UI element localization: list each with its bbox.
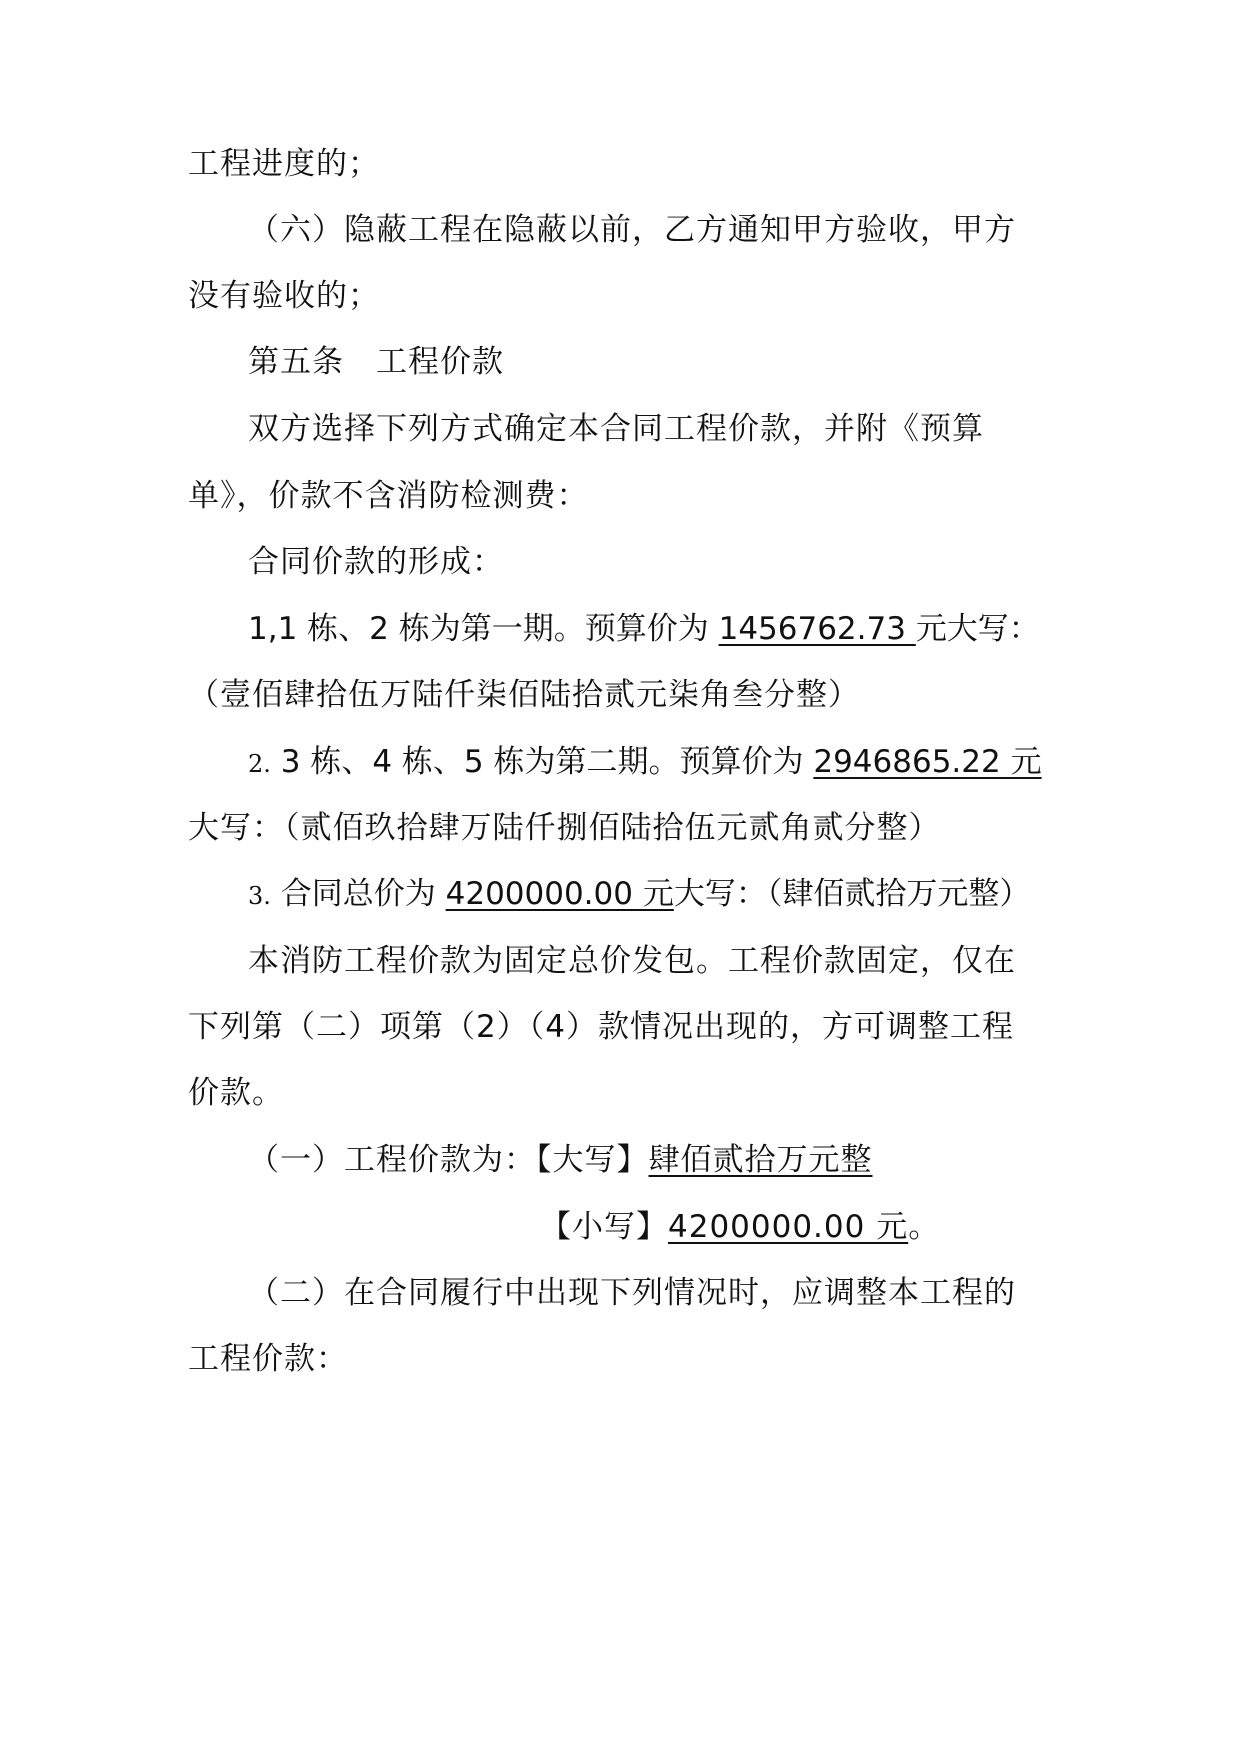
text-line-2: （六）隐蔽工程在隐蔽以前，乙方通知甲方验收，甲方 — [248, 212, 1016, 248]
total-price-text: 合同总价为 — [270, 876, 446, 912]
price-lowercase-value: 4200000.00 元 — [668, 1209, 909, 1245]
text-line-5: 双方选择下列方式确定本合同工程价款，并附《预算 — [248, 411, 984, 447]
phase-two-amount: 2946865.22 元 — [813, 744, 1042, 780]
total-price-uppercase: 大写：（肆佰贰拾万元整） — [673, 876, 1031, 912]
phase-two-number: 2. — [248, 750, 271, 778]
phase-two-line — [248, 740, 1128, 784]
text-line-15: 价款。 — [188, 1075, 284, 1111]
phase-one-amount: 1456762.73 — [718, 611, 916, 647]
total-price-amount: 4200000.00 元 — [445, 876, 674, 912]
phase-two-text: 3 栋、4 栋、5 栋为第二期。预算价为 — [270, 744, 814, 780]
price-lowercase-suffix: 。 — [908, 1209, 941, 1245]
price-uppercase-value: 肆佰贰拾万元整 — [648, 1142, 873, 1178]
text-line-6: 单》，价款不含消防检测费： — [188, 478, 589, 514]
phase-one-uppercase: （壹佰肆拾伍万陆仟柒佰陆拾贰元柒角叁分整） — [188, 677, 860, 713]
price-lowercase-label: 【小写】 — [540, 1209, 668, 1245]
text-line-13: 本消防工程价款为固定总价发包。工程价款固定，仅在 — [248, 943, 1016, 979]
phase-two-uppercase: 大写：（贰佰玖拾肆万陆仟捌佰陆拾伍元贰角贰分整） — [188, 810, 941, 846]
price-lowercase-line — [540, 1205, 1060, 1249]
total-price-number: 3. — [248, 882, 271, 910]
text-line-1: 工程进度的； — [188, 146, 380, 182]
price-uppercase-label: （一）工程价款为：【大写】 — [248, 1142, 649, 1178]
phase-one-text: 1,1 栋、2 栋为第一期。预算价为 — [248, 611, 719, 647]
text-line-18: （二）在合同履行中出现下列情况时，应调整本工程的 — [248, 1275, 1016, 1311]
phase-one-suffix: 元大写： — [915, 611, 1040, 647]
phase-one-line — [248, 607, 1128, 651]
text-line-7: 合同价款的形成： — [248, 544, 504, 580]
text-line-19: 工程价款： — [188, 1341, 348, 1377]
price-uppercase-line — [248, 1138, 1128, 1182]
total-price-line — [248, 872, 1128, 916]
text-line-14: 下列第（二）项第（2）（4）款情况出现的，方可调整工程 — [188, 1009, 1014, 1045]
text-line-3: 没有验收的； — [188, 278, 380, 314]
article-heading: 第五条 工程价款 — [248, 344, 504, 380]
